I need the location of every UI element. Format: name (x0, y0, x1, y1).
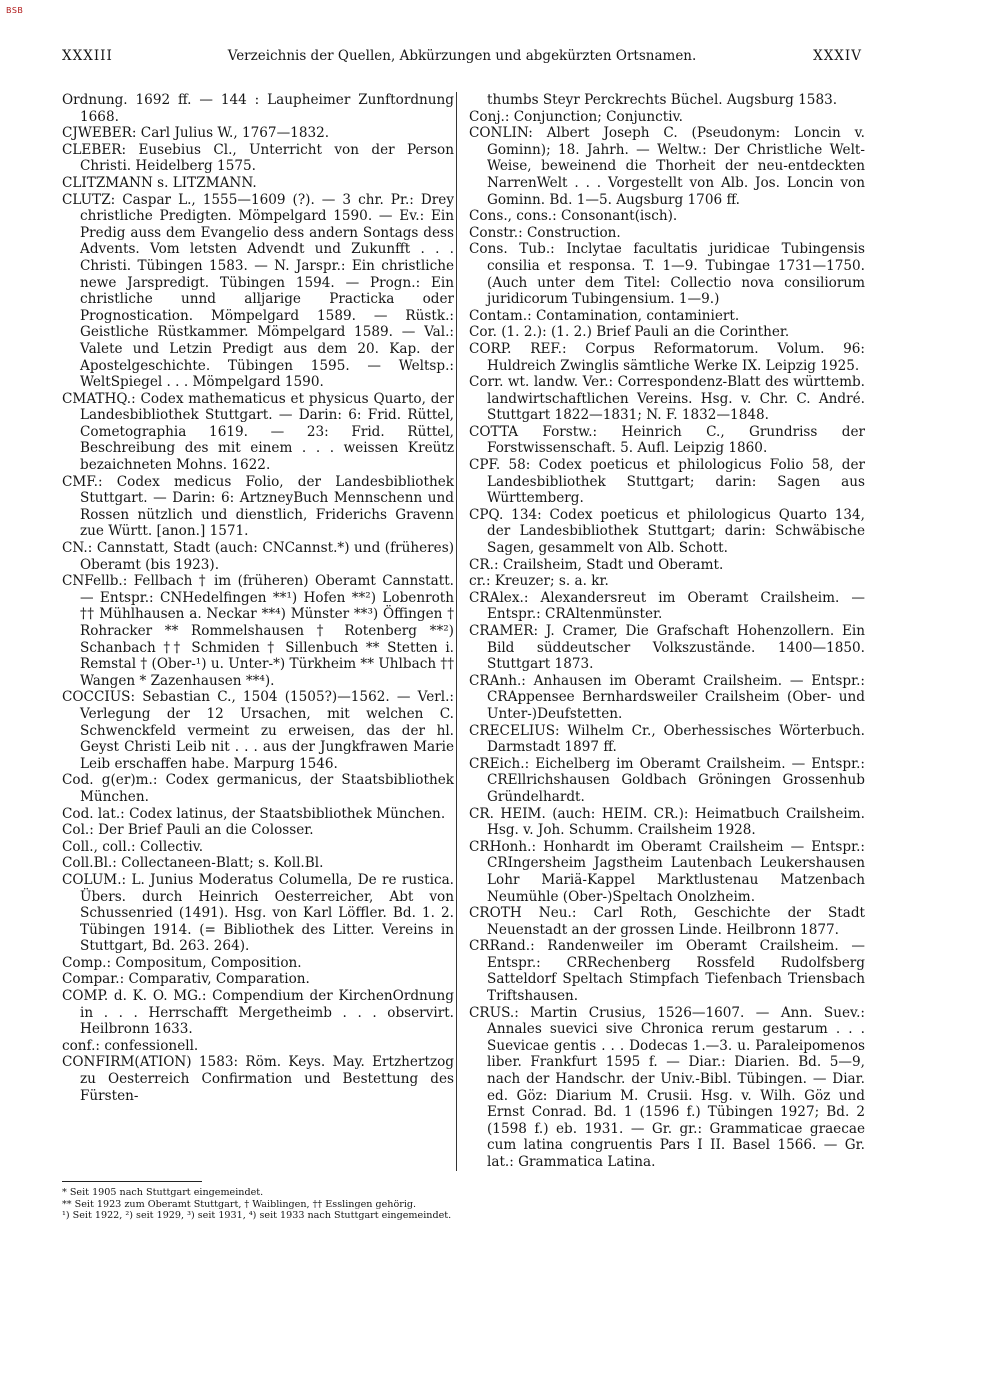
dictionary-entry: CPQ. 134: Codex poeticus et philologicus Quarto 134, der Landesbibliothek Stuttgart; darin: Schwäbische Sagen, gesammelt von Alb. Schott. (469, 506, 865, 557)
dictionary-entry: CREich.: Eichelberg im Oberamt Crailsheim. — Entspr.: CREllrichshausen Goldbach Gröningen Grossenhub Gründelhardt. (469, 755, 865, 805)
footnote: ** Seit 1923 zum Oberamt Stuttgart, † Waiblingen, †† Esslingen gehörig. (62, 1198, 417, 1210)
dictionary-entry: Coll.Bl.: Collectaneen-Blatt; s. Koll.Bl. (62, 855, 324, 872)
running-header (62, 48, 862, 70)
dictionary-entry: CR.: Crailsheim, Stadt und Oberamt. (469, 556, 724, 573)
library-stamp: BSB (6, 6, 24, 15)
dictionary-entry: CRUS.: Martin Crusius, 1526—1607. — Ann. Suev.: Annales suevici sive Chronica rerum gestarum . . . Suevicae gentis . . . Dodecas 1.—3. u. Paraleipomenos liber. Frankfurt 1595 f. — Diar.: Diarien. Bd. 5—9, nach der Handschr. der Univ.-Bibl. Tübingen. — Diar. ed. Göz: Diarium M. Crusii. Hsg. v. Wilh. Göz und Ernst Conrad. Bd. 1 (1596 f.) Tübingen 1927; Bd. 2 (1598 f.) eb. 1931. — Gr. gr.: Grammaticae graecae cum latina congruentis Pars I II. Basel 1566. — Gr. lat.: Grammatica Latina. (469, 1004, 865, 1170)
running-title: Verzeichnis der Quellen, Abkürzungen und abgekürzten Ortsnamen. (227, 48, 697, 64)
dictionary-entry: COMP. d. K. O. MG.: Compendium der KirchenOrdnung in . . . Herrschafft Mergetheimb . . . observirt. Heilbronn 1633. (62, 988, 454, 1038)
dictionary-entry: Contam.: Contamination, contaminiert. (469, 307, 740, 324)
dictionary-entry: Ordnung. 1692 ff. — 144 : Laupheimer Zunftordnung 1668. (62, 92, 454, 125)
dictionary-entry: Comp.: Compositum, Composition. (62, 954, 302, 971)
dictionary-entry: CROTH Neu.: Carl Roth, Geschichte der Stadt Neuenstadt an der grossen Linde. Heilbronn 1877. (469, 905, 865, 938)
dictionary-entry: COLUM.: L. Junius Moderatus Columella, De re rustica. Übers. durch Heinrich Oesterreicher, Abt von Schussenried (1491). Hsg. von Karl Löffler. Bd. 1. 2. Tübingen 1914. (= Bibliothek des Litter. Vereins in Stuttgart, Bd. 263. 264). (62, 871, 454, 955)
dictionary-entry: CMF.: Codex medicus Folio, der Landesbibliothek Stuttgart. — Darin: 6: ArtzneyBuch Mennschenn und Rossen nützlich und dienstlich, Friderichs Gravenn zue Württ. [anon.] 1571. (62, 473, 454, 540)
dictionary-entry: Conj.: Conjunction; Conjunctiv. (469, 108, 683, 125)
dictionary-entry: CRAlex.: Alexandersreut im Oberamt Crailsheim. — Entspr.: CRAltenmünster. (469, 589, 865, 623)
dictionary-entry: Constr.: Construction. (469, 224, 621, 241)
dictionary-entry: conf.: confessionell. (62, 1037, 199, 1054)
footnote: ¹) Seit 1922, ²) seit 1929, ³) seit 1931, ⁴) seit 1933 nach Stuttgart eingemeindet. (62, 1210, 452, 1222)
dictionary-entry: Cod. g(er)m.: Codex germanicus, der Staatsbibliothek München. (62, 772, 454, 805)
left-column (62, 92, 454, 1104)
dictionary-entry: thumbs Steyr Perckrechts Büchel. Augsburg 1583. (487, 92, 838, 108)
dictionary-entry: CPF. 58: Codex poeticus et philologicus Folio 58, der Landesbibliothek Stuttgart; darin: Sagen aus Württemberg. (469, 457, 865, 507)
footnote: * Seit 1905 nach Stuttgart eingemeindet. (62, 1187, 264, 1198)
page-number-left: XXXIII (62, 48, 113, 64)
dictionary-entry: CMATHQ.: Codex mathematicus et physicus Quarto, der Landesbibliothek Stuttgart. — Darin: 6: Frid. Rüttel, Cometographia 1619. — 23: Frid. Rüttel, Beschreibung des mit einem . . . weissen Kreütz bezaichneten Mohns. 1622. (62, 390, 454, 474)
dictionary-entry: Cons., cons.: Consonant(isch). (469, 208, 678, 225)
dictionary-entry: CLEBER: Eusebius Cl., Unterricht von der Person Christi. Heidelberg 1575. (62, 141, 454, 175)
dictionary-entry: CRAnh.: Anhausen im Oberamt Crailsheim. — Entspr.: CRAppensee Bernhardsweiler Crailsheim (Ober- und Unter-)Deufstetten. (469, 672, 865, 722)
footnote-divider (62, 1181, 202, 1182)
dictionary-entry: Coll., coll.: Collectiv. (62, 838, 204, 855)
dictionary-entry: Corr. wt. landw. Ver.: Correspondenz-Blatt des württemb. landwirtschaftlichen Vereins. Hsg. v. Chr. C. André. Stuttgart 1822—1831; N. F. 1832—1848. (469, 374, 865, 424)
dictionary-entry: Cons. Tub.: Inclytae facultatis juridicae Tubingensis consilia et responsa. T. 1—9. Tubingae 1731—1750. (Auch unter dem Titel: Collectio nova consiliorum juridicorum Tubingensium. 1—9.) (469, 241, 865, 308)
page-number-right: XXXIV (813, 48, 862, 64)
dictionary-entry: Compar.: Comparativ, Comparation. (62, 971, 310, 988)
dictionary-entry: CRRand.: Randenweiler im Oberamt Crailsheim. — Entspr.: CRRechenberg Rossfeld Rudolfsberg Satteldorf Speltach Stimpfach Tiefenbach Triensbach Triftshausen. (469, 938, 865, 1005)
dictionary-entry: Col.: Der Brief Pauli an die Colosser. (62, 822, 314, 839)
dictionary-entry: cr.: Kreuzer; s. a. kr. (469, 573, 609, 590)
dictionary-entry: CONFIRM(ATION) 1583: Röm. Keys. May. Ertzhertzog zu Oesterreich Confirmation und Bestettung des Fürsten- (62, 1054, 454, 1104)
dictionary-entry: COTTA Forstw.: Heinrich C., Grundriss der Forstwissenschaft. 5. Aufl. Leipzig 1860. (469, 423, 865, 457)
dictionary-entry: CORP. REF.: Corpus Reformatorum. Volum. 96: Huldreich Zwinglis sämtliche Werke IX. Leipzig 1925. (469, 340, 865, 374)
dictionary-entry: CLITZMANN s. LITZMANN. (62, 174, 257, 191)
dictionary-entry: CONLIN: Albert Joseph C. (Pseudonym: Loncin v. Gominn); 18. Jahrh. — Weltw.: Der Christliche Welt-Weise, beweinend die Thorheit der neu-entdeckten NarrenWelt . . . Vorgestellt von Alb. Jos. Loncin von Gominn. Bd. 1—5. Augsburg 1706 ff. (469, 125, 865, 208)
dictionary-entry: CRHonh.: Honhardt im Oberamt Crailsheim — Entspr.: CRIngersheim Jagstheim Lautenbach Leukershausen Lohr Mariä-Kappel Marktlustenau Matzenbach Neumühle (Ober-)Speltach Onolzheim. (469, 838, 865, 905)
dictionary-entry: Cor. (1. 2.): (1. 2.) Brief Pauli an die Corinther. (469, 324, 790, 341)
dictionary-entry: CNFellb.: Fellbach † im (früheren) Oberamt Cannstatt. — Entspr.: CNHedelfingen **¹) Hofen **²) Lobenroth †† Mühlhausen a. Neckar **⁴) Münster **³) Öffingen † Rohracker ** Rommelshausen † Rotenberg **²) Schanbach †† Schmiden † Sillenbuch ** Stetten i. Remstal † (Ober-¹) u. Unter-*) Türkheim ** Uhlbach †† Wangen * Zazenhausen **⁴). (62, 573, 454, 689)
dictionary-entry: CRAMER: J. Cramer, Die Grafschaft Hohenzollern. Ein Bild süddeutscher Volkszustände. 1400—1850. Stuttgart 1873. (469, 623, 865, 673)
dictionary-entry: CR. HEIM. (auch: HEIM. CR.): Heimatbuch Crailsheim. Hsg. v. Joh. Schumm. Crailsheim 1928. (469, 805, 865, 839)
footnotes (62, 1187, 454, 1222)
dictionary-entry: CN.: Cannstatt, Stadt (auch: CNCannst.*) und (früheres) Oberamt (bis 1923). (62, 540, 454, 573)
dictionary-entry: CLUTZ: Caspar L., 1555—1609 (?). — 3 chr. Pr.: Drey christliche Predigten. Mömpelgard 1590. — Ev.: Ein Predig auss dem Evangelio dess andern Sontags dess Advents. Vom letsten Advendt und Zukunfft . . . Christi. Tübingen 1583. — N. Jarspr.: Ein christliche newe Jarspredigt. Tübingen 1594. — Progn.: Ein christliche unnd alljarige Practicka oder Prognostication. Mömpelgard 1589. — Rüstk.: Geistliche Rüstkammer. Mömpelgard 1589. — Val.: Valete und Letzin Predigt aus dem 20. Kap. der Apostelgeschichte. Tübingen 1595. — Weltsp.: WeltSpiegel . . . Mömpelgard 1590. (62, 191, 454, 391)
dictionary-entry: Cod. lat.: Codex latinus, der Staatsbibliothek München. (62, 805, 446, 822)
dictionary-entry: COCCIUS: Sebastian C., 1504 (1505?)—1562. — Verl.: Verlegung der 12 Ursachen, mit welchen C. Schwenckfeld vermeint zu erweisen, das der hl. Geyst Christi Leib nit . . . aus der Jungkfrawen Marie Leib erschaffen habe. Marpurg 1546. (62, 689, 454, 772)
dictionary-entry: CJWEBER: Carl Julius W., 1767—1832. (62, 125, 330, 142)
right-column (456, 92, 865, 1171)
dictionary-entry: CRECELIUS: Wilhelm Cr., Oberhessisches Wörterbuch. Darmstadt 1897 ff. (469, 722, 865, 756)
